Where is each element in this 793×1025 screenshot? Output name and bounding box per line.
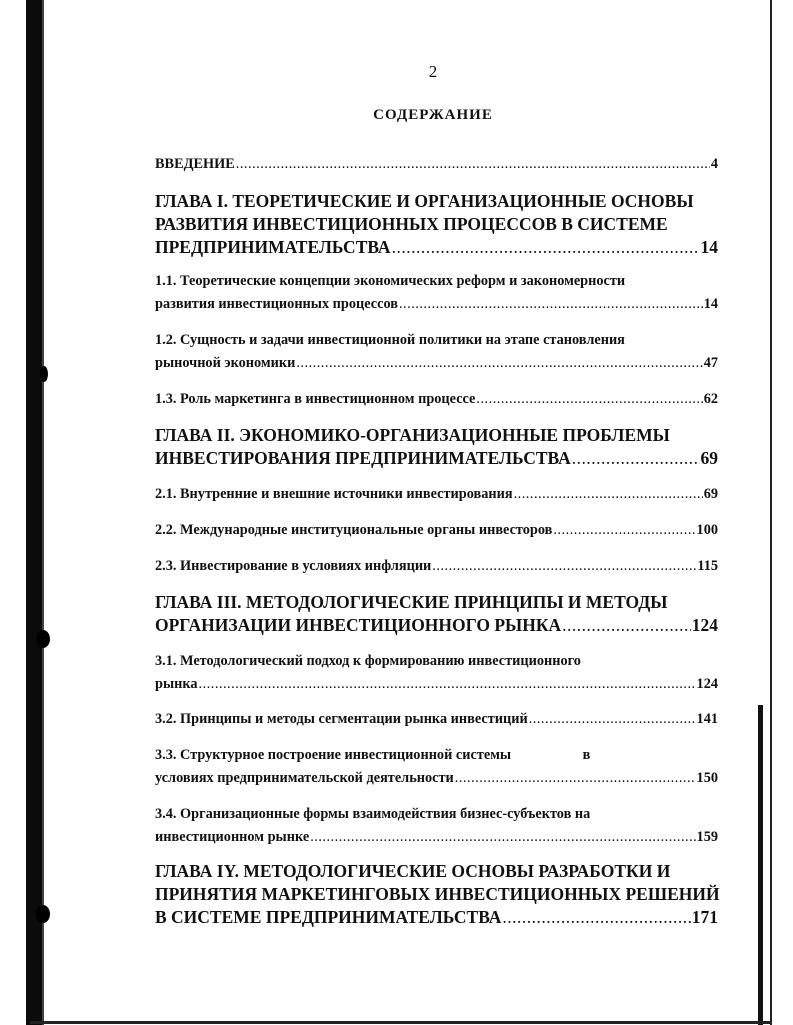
toc-entry-title: 3.4. Организационные формы взаимодействия бизнес-субъектов на — [155, 806, 591, 822]
toc-leader-dots — [476, 388, 702, 411]
toc-entry-title: ИНВЕСТИРОВАНИЯ ПРЕДПРИНИМАТЕЛЬСТВА — [155, 448, 571, 468]
toc-entry-chapter-4[interactable] — [155, 860, 718, 929]
toc-entry-chapter-3[interactable] — [155, 591, 718, 637]
toc-entry-title: 2.1. Внутренние и внешние источники инвестирования — [155, 486, 513, 502]
toc-page-number: 171 — [691, 907, 718, 927]
toc-leader-dots — [236, 153, 710, 176]
toc-entry-title: ПРЕДПРИНИМАТЕЛЬСТВА — [155, 237, 391, 257]
toc-entry-section-2-2[interactable] — [155, 519, 718, 542]
toc-entry-chapter-1[interactable] — [155, 190, 718, 259]
toc-entry-title: 1.1. Теоретические концепции экономических реформ и закономерности — [155, 273, 626, 289]
toc-page-number: 69 — [703, 486, 718, 502]
punch-hole-mark — [36, 905, 50, 923]
toc-entry-section-2-1[interactable] — [155, 483, 718, 506]
toc-entry-title: 2.2. Международные институциональные органы инвесторов — [155, 522, 553, 538]
toc-leader-dots — [392, 236, 700, 259]
toc-page-number: 69 — [700, 448, 718, 468]
toc-entry-section-1-1[interactable] — [155, 270, 718, 316]
toc-leader-dots — [529, 708, 696, 731]
toc-leader-dots — [502, 906, 690, 929]
toc-leader-dots — [432, 555, 696, 578]
toc-leader-dots — [199, 673, 696, 696]
toc-page-number: 100 — [696, 522, 718, 538]
toc-entry-title: 2.3. Инвестирование в условиях инфляции — [155, 558, 432, 574]
toc-entry-title: 1.2. Сущность и задачи инвестиционной политики на этапе становления — [155, 332, 625, 348]
toc-leader-dots — [553, 519, 695, 542]
toc-entry-title: ГЛАВА IY. МЕТОДОЛОГИЧЕСКИЕ ОСНОВЫ РАЗРАБОТКИ И — [155, 861, 671, 881]
scan-mark-right — [758, 705, 763, 1025]
toc-entry-title: 3.2. Принципы и методы сегментации рынка инвестиций — [155, 711, 528, 727]
toc-leader-dots — [310, 826, 695, 849]
toc-entry-section-1-3[interactable] — [155, 388, 718, 411]
toc-page-number: 14 — [703, 296, 718, 312]
toc-page-number: 62 — [703, 391, 718, 407]
toc-entry-section-2-3[interactable] — [155, 555, 718, 578]
toc-leader-dots — [399, 293, 703, 316]
toc-entry-title: 3.1. Методологический подход к формированию инвестиционного — [155, 653, 581, 669]
punch-hole-mark — [36, 630, 50, 648]
toc-page-number: 159 — [696, 829, 718, 845]
toc-entry-title: ГЛАВА II. ЭКОНОМИКО-ОРГАНИЗАЦИОННЫЕ ПРОБЛЕМЫ — [155, 425, 670, 445]
toc-leader-dots — [296, 352, 702, 375]
toc-page-number: 124 — [691, 615, 718, 635]
toc-entry-title: ПРИНЯТИЯ МАРКЕТИНГОВЫХ ИНВЕСТИЦИОННЫХ РЕШЕНИЙ — [155, 884, 720, 904]
toc-leader-dots — [514, 483, 703, 506]
toc-entry-section-3-3[interactable] — [155, 744, 718, 790]
toc-page-number: 115 — [697, 558, 718, 574]
page-number: 2 — [428, 62, 438, 81]
toc-leader-dots — [572, 447, 700, 470]
scan-edge-left — [26, 0, 42, 1025]
toc-entry-introduction[interactable] — [155, 153, 718, 176]
toc-entry-title: рынка — [155, 676, 198, 692]
toc-entry-title: развития инвестиционных процессов — [155, 296, 398, 312]
toc-entry-title: РАЗВИТИЯ ИНВЕСТИЦИОННЫХ ПРОЦЕССОВ В СИСТЕМЕ — [155, 214, 668, 234]
page-title: СОДЕРЖАНИЕ — [373, 107, 493, 123]
toc-entry-title: ГЛАВА I. ТЕОРЕТИЧЕСКИЕ И ОРГАНИЗАЦИОННЫЕ ОСНОВЫ — [155, 191, 694, 211]
toc-entry-title: 3.3. Структурное построение инвестиционной системы в — [155, 747, 591, 763]
toc-entry-title: рыночной экономики — [155, 355, 296, 371]
toc-entry-title: ВВЕДЕНИЕ — [155, 156, 235, 172]
toc-entry-title: условиях предпринимательской деятельности — [155, 770, 454, 786]
toc-entry-section-3-4[interactable] — [155, 803, 718, 849]
scan-edge-bottom — [30, 1021, 772, 1024]
toc-entry-title: ГЛАВА III. МЕТОДОЛОГИЧЕСКИЕ ПРИНЦИПЫ И МЕТОДЫ — [155, 592, 668, 612]
toc-entry-section-1-2[interactable] — [155, 329, 718, 375]
toc-page-number: 124 — [696, 676, 718, 692]
toc-page-number: 150 — [696, 770, 718, 786]
toc-entry-section-3-1[interactable] — [155, 650, 718, 696]
toc-page-number: 14 — [700, 237, 718, 257]
toc-entry-section-3-2[interactable] — [155, 708, 718, 731]
punch-hole-mark — [40, 366, 48, 382]
toc-entry-chapter-2[interactable] — [155, 424, 718, 470]
toc-entry-title: В СИСТЕМЕ ПРЕДПРИНИМАТЕЛЬСТВА — [155, 907, 502, 927]
toc-entry-title: инвестиционном рынке — [155, 829, 310, 845]
toc-entry-title: 1.3. Роль маркетинга в инвестиционном процессе — [155, 391, 476, 407]
toc-leader-dots — [562, 614, 691, 637]
toc-page-number: 47 — [703, 355, 718, 371]
scan-edge-left-inner — [42, 0, 44, 1025]
scan-edge-right — [770, 0, 772, 1025]
toc-leader-dots — [455, 767, 696, 790]
toc-entry-title: ОРГАНИЗАЦИИ ИНВЕСТИЦИОННОГО РЫНКА — [155, 615, 562, 635]
toc-page-number: 141 — [696, 711, 718, 727]
toc-page-number: 4 — [710, 156, 718, 172]
